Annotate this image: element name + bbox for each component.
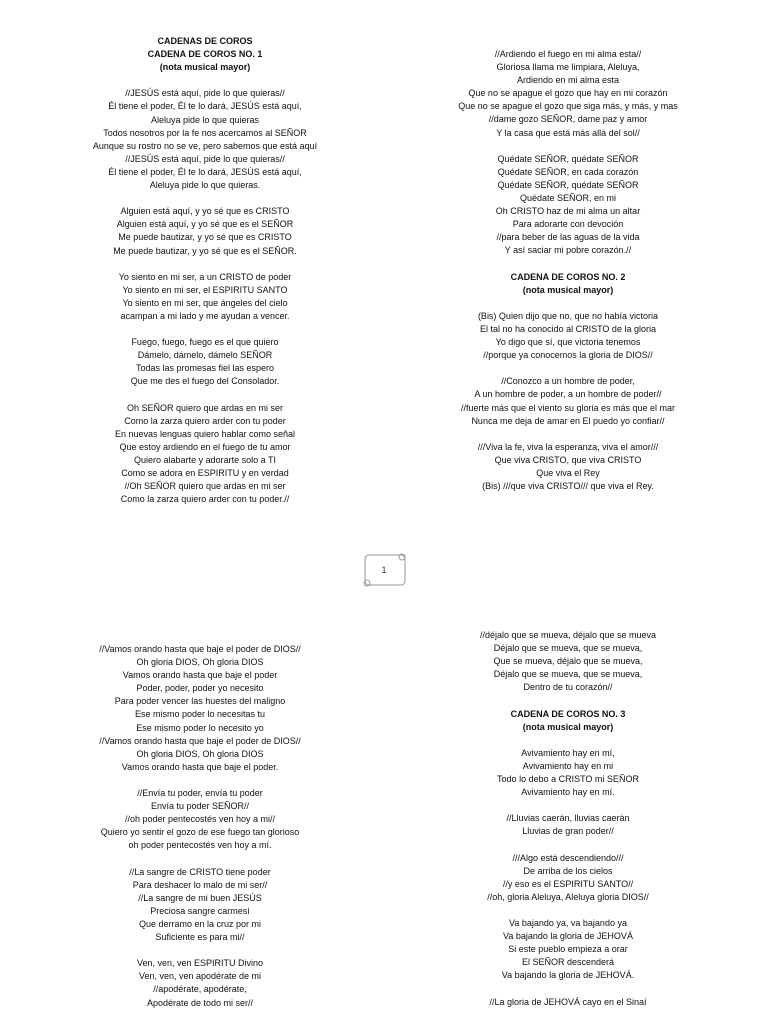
lyric-line: Yo digo que sí, que victoria tenemos <box>495 337 641 348</box>
lyric-line: //JESÚS está aquí, pide lo que quieras// <box>125 153 285 164</box>
section-heading: (nota musical mayor) <box>159 62 251 73</box>
lyric-line: Todas las promesas fiel las espero <box>135 363 275 374</box>
lyric-line: //dame gozo SEÑOR, dame paz y amor <box>488 114 648 125</box>
lyric-line: Ese mismo poder lo necesito yo <box>136 722 264 733</box>
lyric-line: Quédate SEÑOR, quédate SEÑOR <box>497 179 639 190</box>
lyric-line: Quédate SEÑOR, en cada corazón <box>497 166 639 177</box>
lyric-line: Preciosa sangre carmesí <box>150 905 250 916</box>
lyric-line: //Envía tu poder, envía tu poder <box>137 788 263 799</box>
lyric-line: Alguien está aquí, y yo sé que es CRISTO <box>120 206 290 217</box>
lyric-line: Quiero alabarte y adorarte solo a TI <box>134 455 276 465</box>
lyric-line: De arriba de los cielos <box>523 865 613 876</box>
lyric-line: Va bajando ya, va bajando ya <box>509 918 627 929</box>
lyric-line: Si este pueblo empieza a orar <box>508 944 628 955</box>
lyric-line: Oh CRISTO haz de mi alma un altar <box>495 206 641 217</box>
lyric-line: //La gloria de JEHOVÁ cayo en el Sinaí <box>489 996 647 1007</box>
lyric-line: acampan a mi lado y me ayudan a vencer. <box>120 310 290 321</box>
section-heading: CADENA DE COROS NO. 3 <box>510 708 626 719</box>
lyric-line: Que me des el fuego del Consolador. <box>130 376 280 387</box>
lyric-line: Ven, ven, ven apodérate de mi <box>138 971 262 982</box>
lyric-line: //déjalo que se mueva, déjalo que se mueva <box>479 630 657 640</box>
lyric-line: Me puede bautizar, y yo sé que es el SEÑOR. <box>113 245 297 256</box>
lyric-line: Va bajando la gloria de JEHOVÁ. <box>501 970 635 981</box>
lyric-line: Que no se apague el gozo que hay en mi corazón <box>468 88 668 99</box>
stanza-gap <box>10 944 390 957</box>
section-heading: CADENA DE COROS NO. 1 <box>147 49 263 60</box>
lyric-line: Déjalo que se mueva, que se mueva, <box>493 643 643 654</box>
lyric-line: Aunque su rostro no se ve, pero sabemos que está aquí <box>92 140 318 151</box>
lyric-line: Aleluya pide lo que quieras. <box>149 180 261 191</box>
lyric-line: //Vamos orando hasta que baje el poder de DIOS// <box>99 644 301 654</box>
song-column-bottom-right <box>378 629 758 1009</box>
stanza-gap <box>378 140 758 153</box>
lyric-line: Que viva el Rey <box>536 468 600 478</box>
lyric-line: Como se adora en ESPIRITU y en verdad <box>121 468 289 479</box>
lyric-line: Apodérate de todo mi ser// <box>146 997 254 1008</box>
section-heading: (nota musical mayor) <box>522 721 614 732</box>
lyric-line: Oh gloria DIOS, Oh gloria DIOS <box>136 748 264 759</box>
lyric-line: Suficiente es para mi// <box>155 932 245 943</box>
lyric-line: Que se mueva, déjalo que se mueva, <box>493 656 643 667</box>
lyric-line: Envía tu poder SEÑOR// <box>150 801 250 812</box>
lyric-line: Yo siento en mi ser, a un CRISTO de poder <box>118 271 292 282</box>
lyric-line: Para adorarte con devoción <box>512 219 624 230</box>
stanza-gap <box>378 904 758 917</box>
lyric-line: //JESÚS está aquí, pide lo que quieras// <box>125 88 285 99</box>
lyric-line: ///Viva la fe, viva la esperanza, viva el amor/// <box>477 441 659 452</box>
lyric-line: Dámelo, dámelo, dámelo SEÑOR <box>137 350 273 361</box>
lyric-line: Gloriosa llama me limpiara, Aleluya, <box>496 62 640 73</box>
stanza-gap <box>378 428 758 441</box>
song-column-bottom-left <box>10 643 390 1010</box>
lyric-line: El SEÑOR descenderá <box>521 957 615 968</box>
lyric-line: //apodérate, apodérate, <box>153 984 247 995</box>
stanza-gap <box>378 258 758 271</box>
lyric-line: (Bis) ///que viva CRISTO/// que viva el Rey. <box>482 481 654 492</box>
lyric-line: Que derramo en la cruz por mi <box>138 918 262 929</box>
lyric-line: Para poder vencer las huestes del maligno <box>114 696 286 707</box>
stanza-gap <box>15 323 395 336</box>
lyric-line: //Conozco a un hombre de poder, <box>501 376 635 387</box>
lyric-line: Aleluya pide lo que quieras <box>150 114 260 125</box>
lyric-line: Ardiendo en mi alma esta <box>516 75 620 86</box>
stanza-gap <box>10 774 390 787</box>
lyric-line: Él tiene el poder, Él te lo dará, JESÚS está aquí, <box>108 101 302 112</box>
lyric-line: Quiero yo sentir el gozo de ese fuego tan glorioso <box>100 827 300 838</box>
lyric-line: Para deshacer lo malo de mi ser// <box>132 879 268 890</box>
lyric-line: //oh, gloria Aleluya, Aleluya gloria DIOS// <box>487 891 649 902</box>
page-number: 1 <box>381 565 387 575</box>
lyric-line: Quédate SEÑOR, en mi <box>519 193 617 204</box>
lyric-line: Lluvias de gran poder// <box>522 826 614 837</box>
section-heading: CADENAS DE COROS <box>157 36 253 46</box>
song-column-top-right <box>378 48 758 493</box>
stanza-gap <box>378 983 758 996</box>
lyric-line: //La sangre de mi buen JESÚS <box>138 892 262 903</box>
lyric-line: //y eso es el ESPIRITU SANTO// <box>502 878 634 889</box>
lyric-line: Va bajando la gloria de JEHOVÁ <box>503 931 633 942</box>
lyric-line: oh poder pentecostés ven hoy a mí. <box>128 840 272 851</box>
lyric-line: Vamos orando hasta que baje el poder. <box>121 761 279 772</box>
lyric-line: A un hombre de poder, a un hombre de poder// <box>474 389 662 400</box>
lyric-line: Avivamiento hay en mí. <box>521 787 615 798</box>
lyric-line: Avivamiento hay en mí, <box>521 747 615 758</box>
stanza-gap <box>378 734 758 747</box>
stanza-gap <box>15 192 395 205</box>
lyric-line: Y así saciar mi pobre corazón.// <box>504 245 632 256</box>
lyric-line: Como la zarza quiero arder con tu poder.// <box>120 494 290 505</box>
lyric-line: ///Algo está descendiendo/// <box>512 852 624 863</box>
lyric-line: Nunca me deja de amar en El puedo yo confiar// <box>471 415 665 426</box>
lyric-line: Oh gloria DIOS, Oh gloria DIOS <box>136 657 264 668</box>
lyric-line: Fuego, fuego, fuego es el que quiero <box>131 337 279 348</box>
lyric-line: Yo siento en mi ser, que ángeles del cielo <box>122 297 288 308</box>
lyric-line: En nuevas lenguas quiero hablar como señal <box>114 428 296 439</box>
lyric-line: Déjalo que se mueva, que se mueva, <box>493 669 643 680</box>
lyric-line: Dentro de tu corazón// <box>523 682 613 693</box>
lyric-line: Todos nosotros por la fe nos acercamos al SEÑOR <box>103 127 307 138</box>
stanza-gap <box>378 694 758 707</box>
lyric-line: Ven, ven, ven ESPIRITU Divino <box>136 958 264 969</box>
lyric-line: Yo siento en mi ser, el ESPIRITU SANTO <box>122 284 288 295</box>
lyric-line: //Vamos orando hasta que baje el poder de DIOS// <box>99 735 301 746</box>
lyric-line: //oh poder pentecostés ven hoy a mi// <box>124 814 276 825</box>
lyric-line: Vamos orando hasta que baje el poder <box>122 670 278 681</box>
stanza-gap <box>10 853 390 866</box>
lyric-line: //porque ya conocemos la gloria de DIOS// <box>483 350 653 361</box>
stanza-gap <box>378 839 758 852</box>
lyric-line: Oh SEÑOR quiero que ardas en mi ser <box>126 402 284 413</box>
stanza-gap <box>378 362 758 375</box>
lyric-line: //para beber de las aguas de la vida <box>496 232 640 243</box>
lyric-line: Avivamiento hay en mi <box>522 760 614 771</box>
lyric-line: //fuerte más que el viento su gloria es más que el mar <box>460 402 676 413</box>
lyric-line: //La sangre de CRISTO tiene poder <box>129 866 271 877</box>
lyric-line: Poder, poder, poder yo necesito <box>136 683 264 694</box>
lyric-line: Y la casa que está más allá del sol// <box>496 127 640 138</box>
song-column-top-left <box>15 35 395 506</box>
lyric-line: Como la zarza quiero arder con tu poder <box>124 415 286 426</box>
lyric-line: //Lluvias caerán, lluvias caerán <box>506 813 630 824</box>
lyric-line: (Bis) Quien dijo que no, que no había victoria <box>477 310 659 321</box>
lyric-line: Alguien está aquí, y yo sé que es el SEÑOR <box>116 219 294 230</box>
stanza-gap <box>378 297 758 310</box>
lyric-line: Quédate SEÑOR, quédate SEÑOR <box>497 153 639 164</box>
stanza-gap <box>15 258 395 271</box>
section-heading: (nota musical mayor) <box>522 284 614 295</box>
lyric-line: //Oh SEÑOR quiero que ardas en mi ser <box>124 481 286 492</box>
section-heading: CADENA DE COROS NO. 2 <box>510 271 626 282</box>
lyric-line: Todo lo debo a CRISTO mi SEÑOR <box>497 774 639 785</box>
stanza-gap <box>15 389 395 402</box>
lyric-line: Él tiene el poder, Él te lo dará, JESÚS está aquí, <box>108 166 302 177</box>
lyric-line: Que estoy ardiendo en el fuego de tu amor <box>119 441 291 452</box>
lyric-line: Ese mismo poder lo necesitas tu <box>134 709 266 720</box>
stanza-gap <box>15 74 395 87</box>
stanza-gap <box>378 799 758 812</box>
lyric-line: Me puede bautizar, y yo sé que es CRISTO <box>118 232 292 243</box>
lyric-line: Que no se apague el gozo que siga más, y más, y mas <box>458 101 678 112</box>
lyric-line: //Ardiendo el fuego en mi alma esta// <box>494 49 642 59</box>
lyric-line: El tal no ha conocido al CRISTO de la gloria <box>480 323 656 334</box>
lyric-line: Que viva CRISTO, que viva CRISTO <box>494 454 642 465</box>
